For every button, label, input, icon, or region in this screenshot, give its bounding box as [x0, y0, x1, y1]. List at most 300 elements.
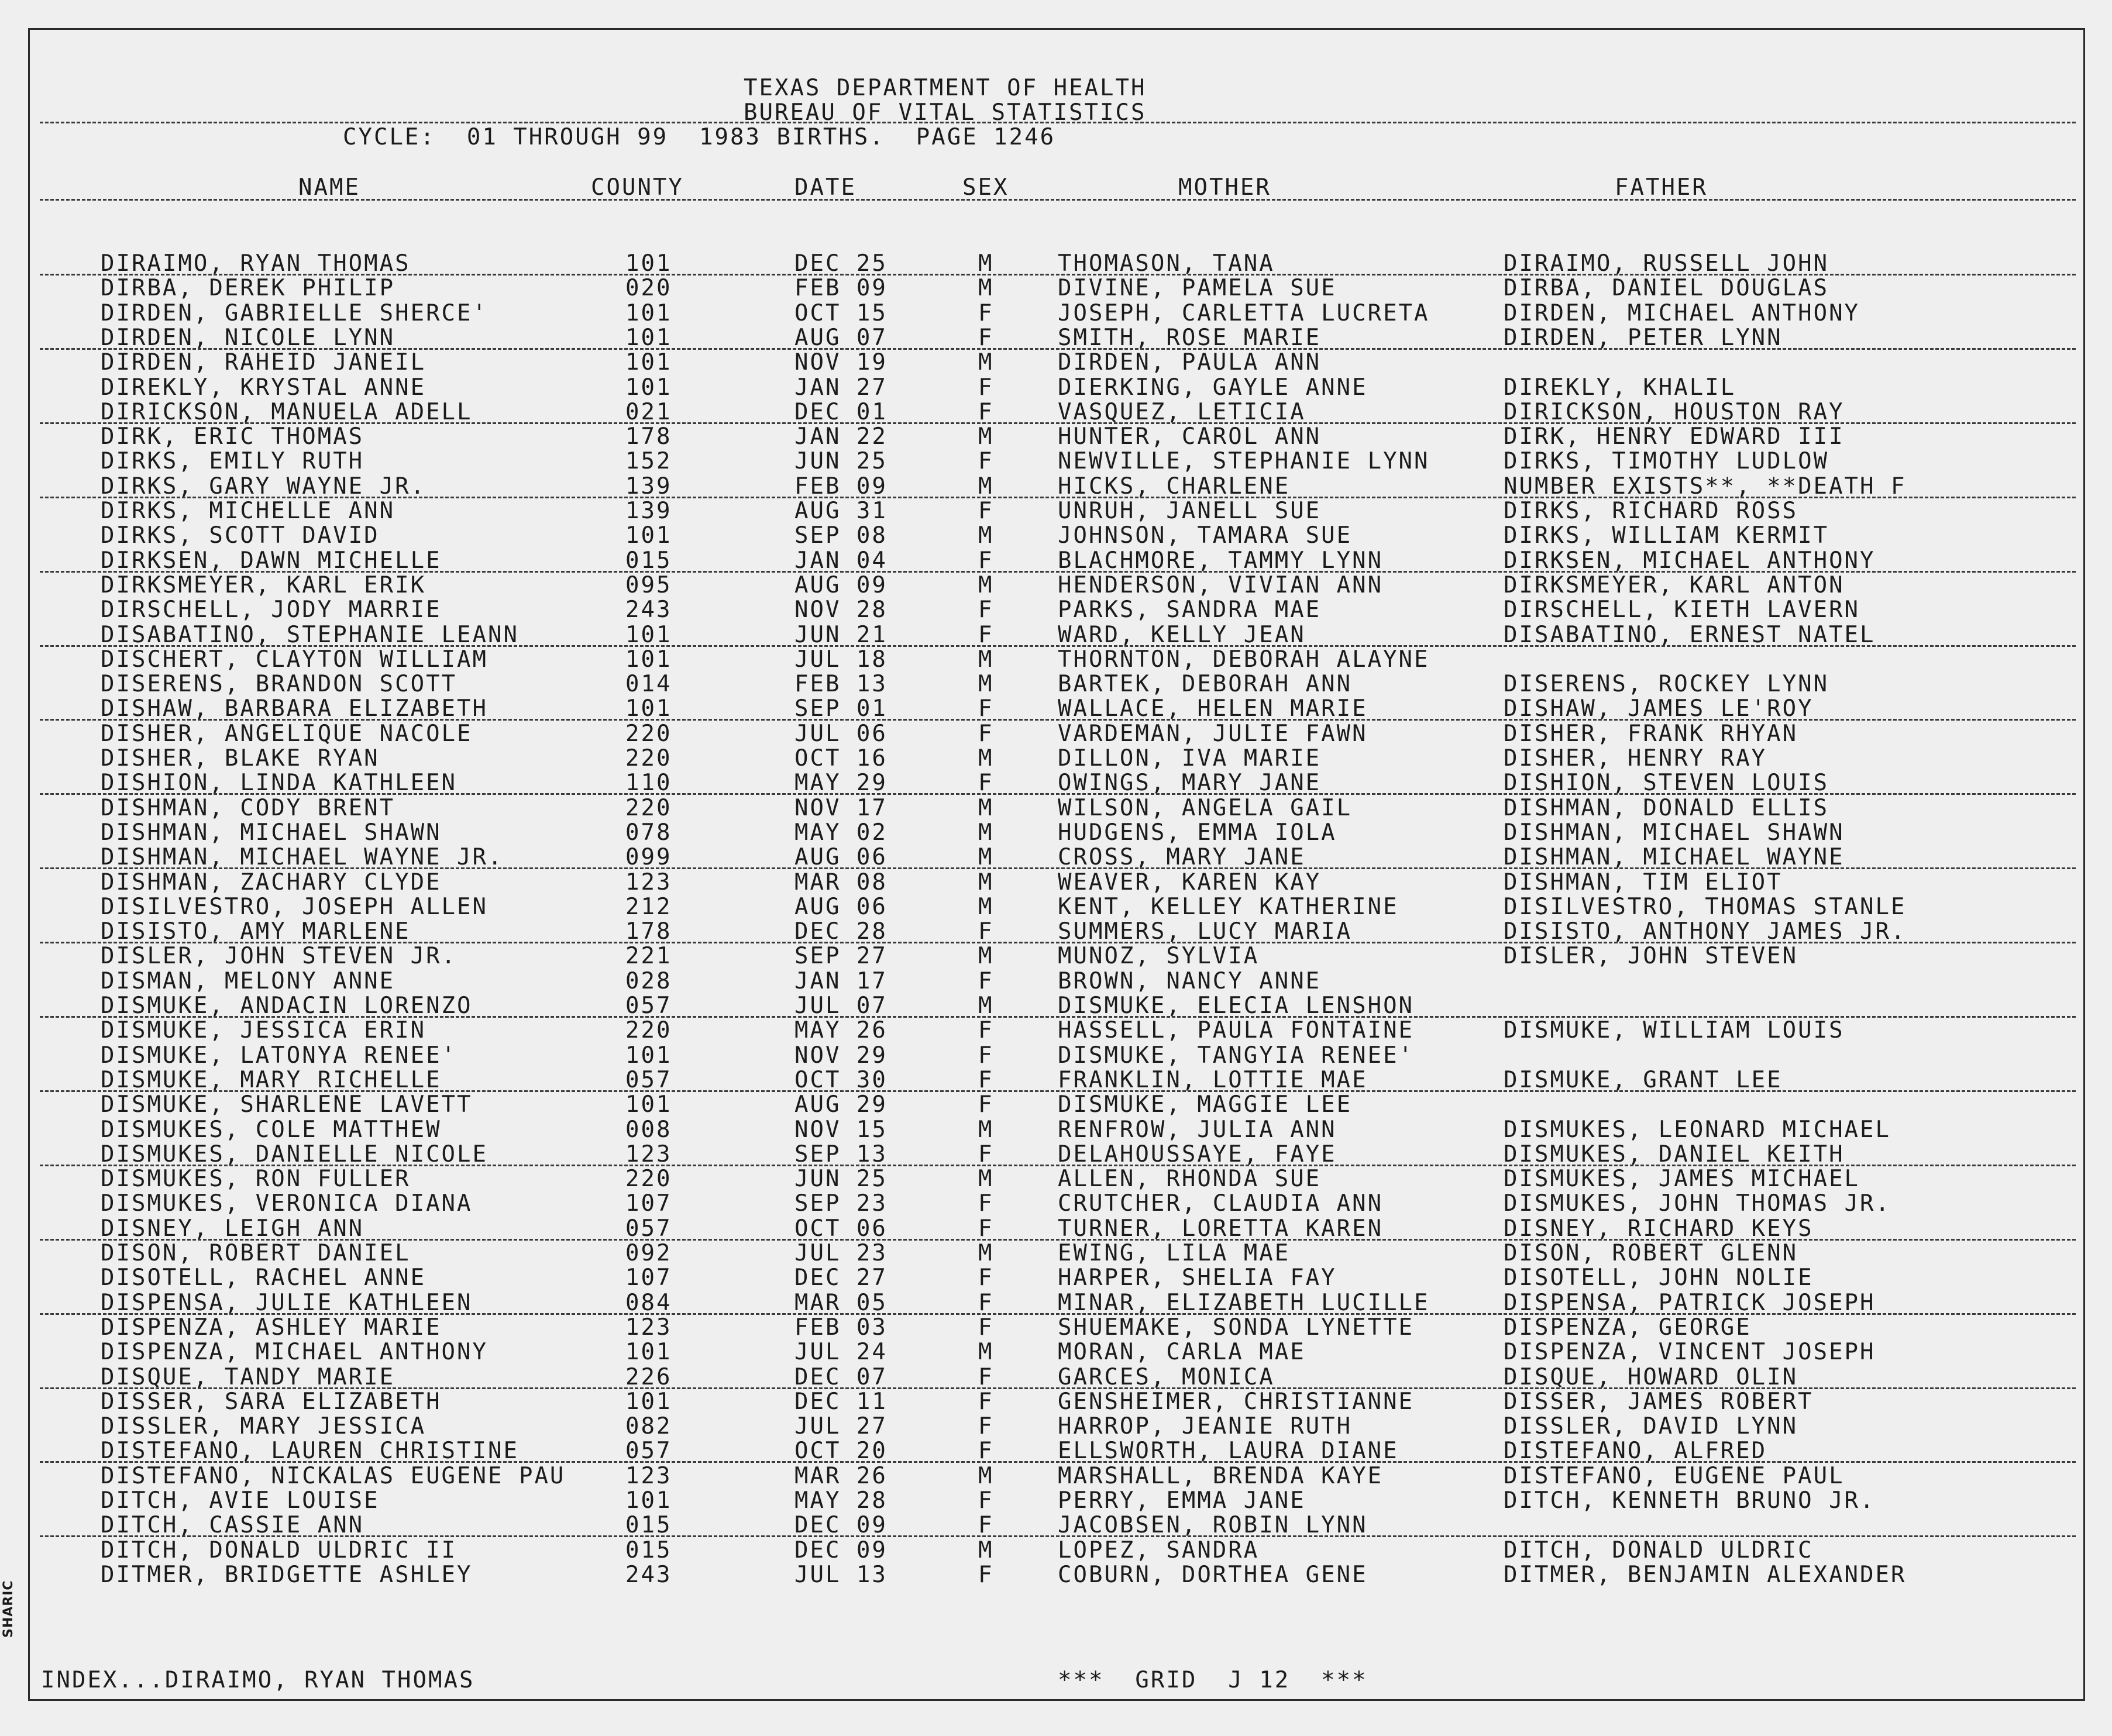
side-label: SHARIC	[1, 1580, 16, 1638]
cell-father: DISPENZA, GEORGE	[1504, 1314, 1752, 1341]
cell-mother: SMITH, ROSE MARIE	[1058, 325, 1322, 351]
cell-father: DISQUE, HOWARD OLIN	[1504, 1364, 1798, 1390]
cell-name: DISMUKES, COLE MATTHEW	[101, 1117, 442, 1143]
cell-father: DIRSCHELL, KIETH LAVERN	[1504, 597, 1860, 623]
cell-name: DISMUKE, SHARLENE LAVETT	[101, 1091, 473, 1118]
cell-date: SEP 23	[794, 1190, 888, 1217]
cell-mother: DIERKING, GAYLE ANNE	[1058, 374, 1368, 401]
table-row	[0, 252, 2112, 276]
cell-sex: F	[978, 1364, 994, 1390]
cell-date: SEP 01	[794, 695, 888, 722]
table-row	[0, 1439, 2112, 1463]
cell-mother: THOMASON, TANA	[1058, 250, 1275, 277]
cell-father: DISMUKES, LEONARD MICHAEL	[1504, 1117, 1891, 1143]
cell-mother: MUNOZ, SYLVIA	[1058, 943, 1260, 969]
cell-father: DISON, ROBERT GLENN	[1504, 1240, 1798, 1266]
cell-county: 101	[625, 695, 672, 722]
cell-county: 152	[625, 448, 672, 474]
cell-sex: M	[978, 572, 994, 598]
cell-county: 101	[625, 1042, 672, 1069]
cell-sex: F	[978, 1562, 994, 1588]
cell-father: DISHMAN, TIM ELIOT	[1504, 869, 1783, 895]
cell-county: 101	[625, 622, 672, 648]
cell-mother: KENT, KELLEY KATHERINE	[1058, 894, 1399, 920]
cell-county: 220	[625, 721, 672, 747]
cell-sex: M	[978, 473, 994, 500]
table-row	[0, 697, 2112, 721]
cell-county: 057	[625, 993, 672, 1019]
cell-county: 021	[625, 399, 672, 425]
cell-sex: M	[978, 1240, 994, 1266]
cell-sex: M	[978, 894, 994, 920]
table-row	[0, 821, 2112, 845]
cell-date: JUL 13	[794, 1562, 888, 1588]
table-row	[0, 376, 2112, 400]
cell-county: 101	[625, 1389, 672, 1415]
cell-sex: M	[978, 1537, 994, 1563]
cell-father: DISERENS, ROCKEY LYNN	[1504, 671, 1829, 697]
cell-mother: SHUEMAKE, SONDA LYNETTE	[1058, 1314, 1415, 1341]
table-row	[0, 573, 2112, 598]
cell-county: 101	[625, 1339, 672, 1365]
cell-father: DIRAIMO, RUSSELL JOHN	[1504, 250, 1829, 277]
cell-mother: TURNER, LORETTA KAREN	[1058, 1215, 1384, 1242]
cell-sex: M	[978, 869, 994, 895]
cell-county: 008	[625, 1117, 672, 1143]
table-row	[0, 895, 2112, 919]
cell-name: DISPENSA, JULIE KATHLEEN	[101, 1290, 473, 1316]
cell-sex: F	[978, 1067, 994, 1093]
cell-county: 015	[625, 547, 672, 574]
divider	[40, 122, 2076, 123]
cell-father: DITMER, BENJAMIN ALEXANDER	[1504, 1562, 1907, 1588]
table-row	[0, 425, 2112, 449]
cell-county: 082	[625, 1413, 672, 1439]
cell-county: 101	[625, 300, 672, 326]
cell-date: AUG 06	[794, 894, 888, 920]
cell-sex: M	[978, 522, 994, 549]
cell-date: JUL 06	[794, 721, 888, 747]
table-row	[0, 1340, 2112, 1365]
cell-mother: DISMUKE, TANGYIA RENEE'	[1058, 1042, 1415, 1069]
cell-sex: M	[978, 993, 994, 1019]
cell-father: DISHER, HENRY RAY	[1504, 745, 1767, 771]
cell-sex: F	[978, 1413, 994, 1439]
col-header-date: DATE	[794, 174, 857, 201]
cell-date: MAY 26	[794, 1017, 888, 1043]
cell-mother: HUDGENS, EMMA IOLA	[1058, 819, 1337, 846]
cell-sex: M	[978, 943, 994, 969]
col-header-mother: MOTHER	[1178, 174, 1271, 201]
cell-father: DISMUKES, JOHN THOMAS JR.	[1504, 1190, 1891, 1217]
cell-name: DISHMAN, MICHAEL SHAWN	[101, 819, 442, 846]
cell-sex: F	[978, 1487, 994, 1514]
cell-mother: LOPEZ, SANDRA	[1058, 1537, 1260, 1563]
cell-mother: HUNTER, CAROL ANN	[1058, 423, 1322, 450]
cell-father: NUMBER EXISTS**, **DEATH F	[1504, 473, 1907, 500]
cell-date: JUL 27	[794, 1413, 888, 1439]
cell-county: 028	[625, 968, 672, 994]
cell-date: FEB 03	[794, 1314, 888, 1341]
cell-father: DIRBA, DANIEL DOUGLAS	[1504, 275, 1829, 301]
cell-date: JUL 23	[794, 1240, 888, 1266]
cell-mother: ALLEN, RHONDA SUE	[1058, 1166, 1322, 1192]
cell-name: DISHER, ANGELIQUE NACOLE	[101, 721, 473, 747]
divider	[40, 199, 2076, 201]
cell-name: DIRAIMO, RYAN THOMAS	[101, 250, 411, 277]
cell-date: AUG 09	[794, 572, 888, 598]
cell-county: 101	[625, 646, 672, 673]
cell-mother: JOHNSON, TAMARA SUE	[1058, 522, 1353, 549]
cell-mother: DIVINE, PAMELA SUE	[1058, 275, 1337, 301]
cell-mother: WEAVER, KAREN KAY	[1058, 869, 1322, 895]
cell-name: DISERENS, BRANDON SCOTT	[101, 671, 458, 697]
cell-name: DISMUKES, VERONICA DIANA	[101, 1190, 473, 1217]
table-row	[0, 549, 2112, 573]
cell-name: DIRDEN, GABRIELLE SHERCE'	[101, 300, 488, 326]
cell-sex: M	[978, 671, 994, 697]
cell-date: JAN 04	[794, 547, 888, 574]
footer-index: INDEX...DIRAIMO, RYAN THOMAS	[41, 1667, 475, 1693]
table-row	[0, 1390, 2112, 1414]
cell-name: DISPENZA, MICHAEL ANTHONY	[101, 1339, 488, 1365]
cell-date: MAR 05	[794, 1290, 888, 1316]
cell-county: 226	[625, 1364, 672, 1390]
cell-name: DISMUKES, RON FULLER	[101, 1166, 411, 1192]
cell-sex: F	[978, 597, 994, 623]
cell-father: DISHMAN, DONALD ELLIS	[1504, 795, 1829, 821]
cell-sex: M	[978, 250, 994, 277]
cell-county: 057	[625, 1215, 672, 1242]
cell-father: DIREKLY, KHALIL	[1504, 374, 1736, 401]
cell-name: DISPENZA, ASHLEY MARIE	[101, 1314, 442, 1341]
cell-sex: F	[978, 1512, 994, 1538]
footer-grid: *** GRID J 12 ***	[1058, 1667, 1368, 1693]
cell-name: DITCH, DONALD ULDRIC II	[101, 1537, 458, 1563]
cell-name: DISMUKE, LATONYA RENEE'	[101, 1042, 458, 1069]
table-row	[0, 1142, 2112, 1167]
cell-date: JAN 22	[794, 423, 888, 450]
cell-date: FEB 13	[794, 671, 888, 697]
table-row	[0, 623, 2112, 647]
cell-sex: F	[978, 1290, 994, 1316]
cell-sex: F	[978, 1042, 994, 1069]
cell-sex: M	[978, 1117, 994, 1143]
cell-mother: MINAR, ELIZABETH LUCILLE	[1058, 1290, 1430, 1316]
cell-sex: F	[978, 770, 994, 796]
table-row	[0, 746, 2112, 771]
cell-name: DIRKS, SCOTT DAVID	[101, 522, 380, 549]
cell-name: DIREKLY, KRYSTAL ANNE	[101, 374, 426, 401]
header-cycle: CYCLE: 01 THROUGH 99 1983 BIRTHS. PAGE 1246	[343, 124, 1056, 150]
table-row	[0, 771, 2112, 795]
cell-father: DIRDEN, PETER LYNN	[1504, 325, 1783, 351]
cell-county: 015	[625, 1537, 672, 1563]
cell-name: DIRDEN, NICOLE LYNN	[101, 325, 395, 351]
cell-date: DEC 01	[794, 399, 888, 425]
cell-mother: NEWVILLE, STEPHANIE LYNN	[1058, 448, 1430, 474]
cell-sex: F	[978, 325, 994, 351]
cell-date: JAN 27	[794, 374, 888, 401]
cell-father: DISHER, FRANK RHYAN	[1504, 721, 1798, 747]
cell-date: MAY 28	[794, 1487, 888, 1514]
table-row	[0, 499, 2112, 523]
cell-date: AUG 29	[794, 1091, 888, 1118]
cell-mother: VARDEMAN, JULIE FAWN	[1058, 721, 1368, 747]
table-row	[0, 944, 2112, 969]
header-bureau: BUREAU OF VITAL STATISTICS	[744, 99, 1147, 126]
cell-name: DISHION, LINDA KATHLEEN	[101, 770, 458, 796]
cell-date: SEP 13	[794, 1141, 888, 1167]
cell-name: DIRKS, MICHELLE ANN	[101, 498, 395, 524]
cell-county: 101	[625, 522, 672, 549]
cell-date: JUL 24	[794, 1339, 888, 1365]
cell-father: DISPENZA, VINCENT JOSEPH	[1504, 1339, 1876, 1365]
cell-date: AUG 06	[794, 844, 888, 870]
cell-date: JUL 07	[794, 993, 888, 1019]
cell-name: DIRBA, DEREK PHILIP	[101, 275, 395, 301]
cell-date: OCT 15	[794, 300, 888, 326]
cell-sex: F	[978, 968, 994, 994]
cell-mother: DILLON, IVA MARIE	[1058, 745, 1322, 771]
cell-name: DISILVESTRO, JOSEPH ALLEN	[101, 894, 488, 920]
cell-mother: RENFROW, JULIA ANN	[1058, 1117, 1337, 1143]
cell-county: 101	[625, 1487, 672, 1514]
table-row	[0, 1068, 2112, 1093]
cell-father: DISMUKES, DANIEL KEITH	[1504, 1141, 1845, 1167]
table-row	[0, 1241, 2112, 1266]
cell-county: 107	[625, 1265, 672, 1291]
cell-date: OCT 16	[794, 745, 888, 771]
cell-name: DISCHERT, CLAYTON WILLIAM	[101, 646, 488, 673]
cell-date: SEP 08	[794, 522, 888, 549]
table-row	[0, 598, 2112, 622]
cell-name: DISABATINO, STEPHANIE LEANN	[101, 622, 519, 648]
table-row	[0, 1018, 2112, 1043]
cell-mother: HARROP, JEANIE RUTH	[1058, 1413, 1353, 1439]
cell-sex: F	[978, 374, 994, 401]
cell-mother: THORNTON, DEBORAH ALAYNE	[1058, 646, 1430, 673]
cell-sex: F	[978, 1438, 994, 1464]
cell-father: DISHION, STEVEN LOUIS	[1504, 770, 1829, 796]
cell-name: DITMER, BRIDGETTE ASHLEY	[101, 1562, 473, 1588]
cell-mother: HASSELL, PAULA FONTAINE	[1058, 1017, 1415, 1043]
cell-county: 212	[625, 894, 672, 920]
cell-father: DISISTO, ANTHONY JAMES JR.	[1504, 918, 1907, 945]
cell-name: DISHMAN, MICHAEL WAYNE JR.	[101, 844, 504, 870]
cell-county: 015	[625, 1512, 672, 1538]
cell-sex: M	[978, 1463, 994, 1489]
cell-mother: WALLACE, HELEN MARIE	[1058, 695, 1368, 722]
cell-father: DIRK, HENRY EDWARD III	[1504, 423, 1845, 450]
cell-sex: F	[978, 695, 994, 722]
cell-name: DISSLER, MARY JESSICA	[101, 1413, 426, 1439]
cell-date: JAN 17	[794, 968, 888, 994]
cell-date: OCT 20	[794, 1438, 888, 1464]
cell-name: DISSER, SARA ELIZABETH	[101, 1389, 442, 1415]
cell-name: DITCH, CASSIE ANN	[101, 1512, 364, 1538]
cell-sex: M	[978, 795, 994, 821]
col-header-county: COUNTY	[591, 174, 684, 201]
cell-father: DIRKS, WILLIAM KERMIT	[1504, 522, 1829, 549]
cell-county: 110	[625, 770, 672, 796]
table-row	[0, 1365, 2112, 1390]
cell-sex: F	[978, 1190, 994, 1217]
cell-father: DIRKS, RICHARD ROSS	[1504, 498, 1798, 524]
cell-county: 101	[625, 250, 672, 277]
cell-date: NOV 29	[794, 1042, 888, 1069]
table-row	[0, 1414, 2112, 1439]
cell-sex: F	[978, 1314, 994, 1341]
cell-father: DISHMAN, MICHAEL WAYNE	[1504, 844, 1845, 870]
column-headers	[0, 175, 2112, 200]
cell-name: DIRSCHELL, JODY MARRIE	[101, 597, 442, 623]
cell-date: FEB 09	[794, 473, 888, 500]
cell-county: 178	[625, 918, 672, 945]
table-row	[0, 301, 2112, 326]
cell-county: 220	[625, 795, 672, 821]
cell-mother: HARPER, SHELIA FAY	[1058, 1265, 1337, 1291]
cell-date: MAY 02	[794, 819, 888, 846]
cell-sex: F	[978, 1091, 994, 1118]
cell-sex: F	[978, 1215, 994, 1242]
cell-date: AUG 31	[794, 498, 888, 524]
cell-father: DISHMAN, MICHAEL SHAWN	[1504, 819, 1845, 846]
cell-date: MAY 29	[794, 770, 888, 796]
table-row	[0, 994, 2112, 1018]
cell-mother: JOSEPH, CARLETTA LUCRETA	[1058, 300, 1430, 326]
cell-date: DEC 09	[794, 1512, 888, 1538]
cell-name: DISHMAN, CODY BRENT	[101, 795, 395, 821]
cell-sex: M	[978, 819, 994, 846]
cell-name: DIRKSEN, DAWN MICHELLE	[101, 547, 442, 574]
cell-county: 101	[625, 374, 672, 401]
cell-county: 101	[625, 325, 672, 351]
cell-mother: DISMUKE, MAGGIE LEE	[1058, 1091, 1353, 1118]
table-row	[0, 672, 2112, 697]
cell-name: DISON, ROBERT DANIEL	[101, 1240, 411, 1266]
table-row	[0, 1489, 2112, 1513]
cell-sex: F	[978, 399, 994, 425]
cell-father: DIRICKSON, HOUSTON RAY	[1504, 399, 1845, 425]
cell-mother: COBURN, DORTHEA GENE	[1058, 1562, 1368, 1588]
table-row	[0, 276, 2112, 301]
cell-sex: F	[978, 448, 994, 474]
cell-sex: F	[978, 1265, 994, 1291]
cell-sex: M	[978, 1166, 994, 1192]
cell-sex: M	[978, 646, 994, 673]
cell-date: NOV 19	[794, 349, 888, 376]
cell-sex: M	[978, 349, 994, 376]
cell-mother: GARCES, MONICA	[1058, 1364, 1275, 1390]
cell-county: 092	[625, 1240, 672, 1266]
cell-county: 107	[625, 1190, 672, 1217]
table-row	[0, 870, 2112, 895]
cell-father: DISSER, JAMES ROBERT	[1504, 1389, 1814, 1415]
cell-county: 221	[625, 943, 672, 969]
cell-sex: F	[978, 1141, 994, 1167]
cell-sex: M	[978, 275, 994, 301]
cell-date: DEC 09	[794, 1537, 888, 1563]
cell-county: 243	[625, 1562, 672, 1588]
cell-mother: BARTEK, DEBORAH ANN	[1058, 671, 1353, 697]
cell-mother: WILSON, ANGELA GAIL	[1058, 795, 1353, 821]
cell-date: MAR 26	[794, 1463, 888, 1489]
cell-date: OCT 30	[794, 1067, 888, 1093]
cell-name: DISHER, BLAKE RYAN	[101, 745, 380, 771]
cell-mother: HICKS, CHARLENE	[1058, 473, 1291, 500]
cell-father: DIRKS, TIMOTHY LUDLOW	[1504, 448, 1829, 474]
cell-mother: FRANKLIN, LOTTIE MAE	[1058, 1067, 1368, 1093]
cell-mother: MARSHALL, BRENDA KAYE	[1058, 1463, 1384, 1489]
cell-date: JUN 25	[794, 1166, 888, 1192]
cell-mother: ELLSWORTH, LAURA DIANE	[1058, 1438, 1399, 1464]
cell-mother: OWINGS, MARY JANE	[1058, 770, 1322, 796]
table-row	[0, 1315, 2112, 1340]
cell-mother: VASQUEZ, LETICIA	[1058, 399, 1306, 425]
cell-county: 084	[625, 1290, 672, 1316]
cell-father: DISSLER, DAVID LYNN	[1504, 1413, 1798, 1439]
cell-date: DEC 11	[794, 1389, 888, 1415]
cell-mother: WARD, KELLY JEAN	[1058, 622, 1306, 648]
cell-mother: GENSHEIMER, CHRISTIANNE	[1058, 1389, 1415, 1415]
cell-date: NOV 28	[794, 597, 888, 623]
cell-father: DISLER, JOHN STEVEN	[1504, 943, 1798, 969]
cell-name: DISTEFANO, NICKALAS EUGENE PAU	[101, 1463, 566, 1489]
table-row	[0, 1266, 2112, 1290]
cell-name: DISHMAN, ZACHARY CLYDE	[101, 869, 442, 895]
cell-mother: BROWN, NANCY ANNE	[1058, 968, 1322, 994]
table-row	[0, 796, 2112, 821]
cell-father: DISHAW, JAMES LE'ROY	[1504, 695, 1814, 722]
cell-mother: PERRY, EMMA JANE	[1058, 1487, 1306, 1514]
cell-date: DEC 27	[794, 1265, 888, 1291]
cell-county: 123	[625, 869, 672, 895]
table-row	[0, 474, 2112, 499]
cell-name: DISMUKE, MARY RICHELLE	[101, 1067, 442, 1093]
table-row	[0, 647, 2112, 672]
cell-mother: CRUTCHER, CLAUDIA ANN	[1058, 1190, 1384, 1217]
table-row	[0, 1464, 2112, 1489]
cell-father: DISTEFANO, EUGENE PAUL	[1504, 1463, 1845, 1489]
cell-date: MAR 08	[794, 869, 888, 895]
cell-father: DISMUKE, GRANT LEE	[1504, 1067, 1783, 1093]
cell-county: 095	[625, 572, 672, 598]
cell-name: DISMUKE, ANDACIN LORENZO	[101, 993, 473, 1019]
cell-father: DISABATINO, ERNEST NATEL	[1504, 622, 1876, 648]
cell-date: JUL 18	[794, 646, 888, 673]
cell-county: 243	[625, 597, 672, 623]
cell-name: DITCH, AVIE LOUISE	[101, 1487, 380, 1514]
cell-sex: F	[978, 300, 994, 326]
cell-sex: F	[978, 498, 994, 524]
cell-county: 020	[625, 275, 672, 301]
cell-father: DIRDEN, MICHAEL ANTHONY	[1504, 300, 1860, 326]
col-header-name: NAME	[298, 174, 360, 201]
cell-name: DIRICKSON, MANUELA ADELL	[101, 399, 473, 425]
cell-father: DIRKSMEYER, KARL ANTON	[1504, 572, 1845, 598]
cell-father: DISOTELL, JOHN NOLIE	[1504, 1265, 1814, 1291]
cell-sex: M	[978, 844, 994, 870]
cell-father: DISNEY, RICHARD KEYS	[1504, 1215, 1814, 1242]
table-row	[0, 1217, 2112, 1241]
cell-county: 014	[625, 671, 672, 697]
cell-county: 123	[625, 1314, 672, 1341]
cell-father: DISTEFANO, ALFRED	[1504, 1438, 1767, 1464]
cell-sex: F	[978, 622, 994, 648]
col-header-father: FATHER	[1615, 174, 1708, 201]
table-row	[0, 969, 2112, 994]
